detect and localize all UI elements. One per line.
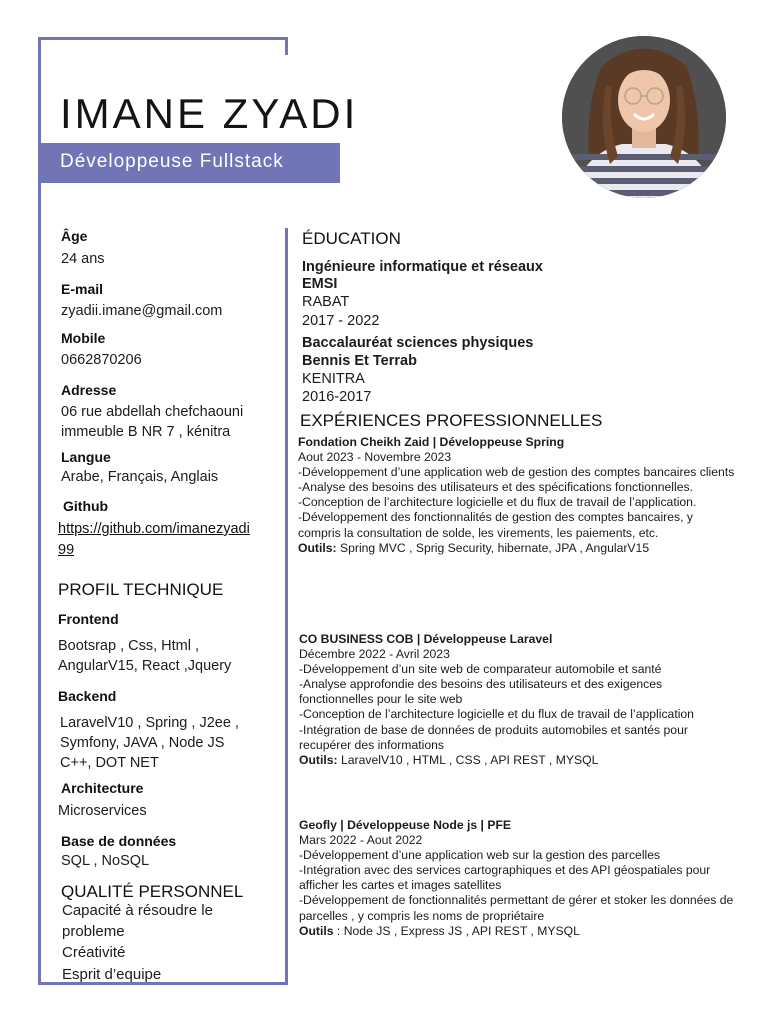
database-value: SQL , NoSQL xyxy=(61,853,150,869)
job-dates: Décembre 2022 - Avril 2023 xyxy=(299,647,450,662)
tools-label: Outils: xyxy=(298,540,337,555)
education-school: EMSI xyxy=(302,276,338,292)
tools-value: : Node JS , Express JS , API REST , MYSQL xyxy=(333,923,580,938)
job-entry xyxy=(298,435,738,556)
job-tools xyxy=(298,541,738,556)
mobile-label: Mobile xyxy=(61,330,106,346)
job-tools xyxy=(299,753,739,768)
job-task: -Intégration de base de données de produits automobiles et santés pour recupérer des informations xyxy=(299,722,688,752)
job-title: Développeuse Fullstack xyxy=(60,151,284,172)
email-label: E-mail xyxy=(61,281,104,297)
education-title: ÉDUCATION xyxy=(302,229,401,248)
frontend-line-2: AngularV15, React ,Jquery xyxy=(58,658,232,674)
job-entry xyxy=(299,632,739,768)
tools-value: LaravelV10 , HTML , CSS , API REST , MYSQL xyxy=(337,752,599,767)
job-header: Geofly | Développeuse Node js | PFE xyxy=(299,818,512,832)
qualite-item: Capacité à résoudre le xyxy=(62,902,213,919)
job-dates: Mars 2022 - Aout 2022 xyxy=(299,833,423,848)
qualite-item: Esprit d’equipe xyxy=(62,966,162,983)
profil-technique-title: PROFIL TECHNIQUE xyxy=(58,580,224,599)
tools-label: Outils xyxy=(299,923,334,938)
job-task: -Développement d’une application web sur la gestion des parcelles xyxy=(299,848,661,863)
address-line-2: immeuble B NR 7 , kénitra xyxy=(61,424,231,440)
education-city: RABAT xyxy=(302,294,350,310)
job-dates: Aout 2023 - Novembre 2023 xyxy=(298,450,452,465)
database-label: Base de données xyxy=(61,833,177,849)
portrait-illustration xyxy=(562,36,726,198)
job-entry xyxy=(299,818,739,939)
github-label: Github xyxy=(63,498,109,514)
tools-value: Spring MVC , Sprig Security, hibernate, JPA , AngularV15 xyxy=(336,540,650,555)
langue-label: Langue xyxy=(61,449,111,465)
langue-value: Arabe, Français, Anglais xyxy=(61,469,219,485)
github-link-line-1[interactable]: https://github.com/imanezyadi xyxy=(58,521,250,537)
job-task: -Développement des fonctionnalités de gestion des comptes bancaires, y compris la consultation de solde, les virements, les paiements, etc. xyxy=(298,510,693,540)
candidate-name: IMANE ZYADI xyxy=(60,90,359,137)
job-task: -Conception de l’architecture logicielle et du flux de travail de l’application. xyxy=(298,495,697,510)
job-task: -Analyse des besoins des utilisateurs et des spécifications fonctionnelles. xyxy=(298,480,693,495)
frame-line-right-top xyxy=(285,37,288,55)
job-task: -Développement de fonctionnalités permettant de gérer et stoker les données de parcelles , y compris les noms de propriétaire xyxy=(299,893,734,923)
backend-label: Backend xyxy=(58,688,117,704)
education-degree: Baccalauréat sciences physiques xyxy=(302,335,534,351)
education-city: KENITRA xyxy=(302,371,365,387)
backend-line-1: LaravelV10 , Spring , J2ee , xyxy=(60,715,239,731)
age-value: 24 ans xyxy=(61,251,105,267)
github-link-line-2[interactable]: 99 xyxy=(58,542,75,558)
architecture-value: Microservices xyxy=(58,803,147,819)
qualite-title: QUALITÉ PERSONNEL xyxy=(61,882,244,901)
education-years: 2017 - 2022 xyxy=(302,313,380,329)
profile-photo xyxy=(562,36,726,198)
qualite-item: Créativité xyxy=(62,944,126,961)
job-task: -Conception de l’architecture logicielle et du flux de travail de l’application xyxy=(299,707,694,722)
job-task: -Analyse approfondie des besoins des utilisateurs et des exigences fonctionnelles pour le site web xyxy=(299,677,663,707)
job-task: -Développement d’une application web de gestion des comptes bancaires clients xyxy=(298,465,735,480)
job-header: Fondation Cheikh Zaid | Développeuse Spring xyxy=(298,435,565,449)
frontend-line-1: Bootsrap , Css, Html , xyxy=(58,638,200,654)
address-line-1: 06 rue abdellah chefchaouni xyxy=(61,404,244,420)
tools-label: Outils: xyxy=(299,752,338,767)
email-value[interactable]: zyadii.imane@gmail.com xyxy=(61,303,223,319)
address-label: Adresse xyxy=(61,382,117,398)
frame-line-top xyxy=(38,37,288,40)
architecture-label: Architecture xyxy=(61,780,144,796)
job-header: CO BUSINESS COB | Développeuse Laravel xyxy=(299,632,553,646)
job-tools xyxy=(299,924,739,939)
age-label: Âge xyxy=(61,228,88,244)
education-school: Bennis Et Terrab xyxy=(302,353,417,369)
education-degree: Ingénieure informatique et réseaux xyxy=(302,259,543,275)
backend-line-2: Symfony, JAVA , Node JS xyxy=(60,735,225,751)
experiences-title: EXPÉRIENCES PROFESSIONNELLES xyxy=(300,411,603,430)
mobile-value: 0662870206 xyxy=(61,352,142,368)
column-divider xyxy=(285,228,288,985)
education-years: 2016-2017 xyxy=(302,389,372,405)
job-task: -Développement d’un site web de comparateur automobile et santé xyxy=(299,662,662,677)
frontend-label: Frontend xyxy=(58,611,119,627)
qualite-item: probleme xyxy=(62,923,125,940)
job-task: -Intégration avec des services cartographiques et des API géospatiales pour afficher les cartes et images satellites xyxy=(299,863,711,893)
backend-line-3: C++, DOT NET xyxy=(60,755,159,771)
